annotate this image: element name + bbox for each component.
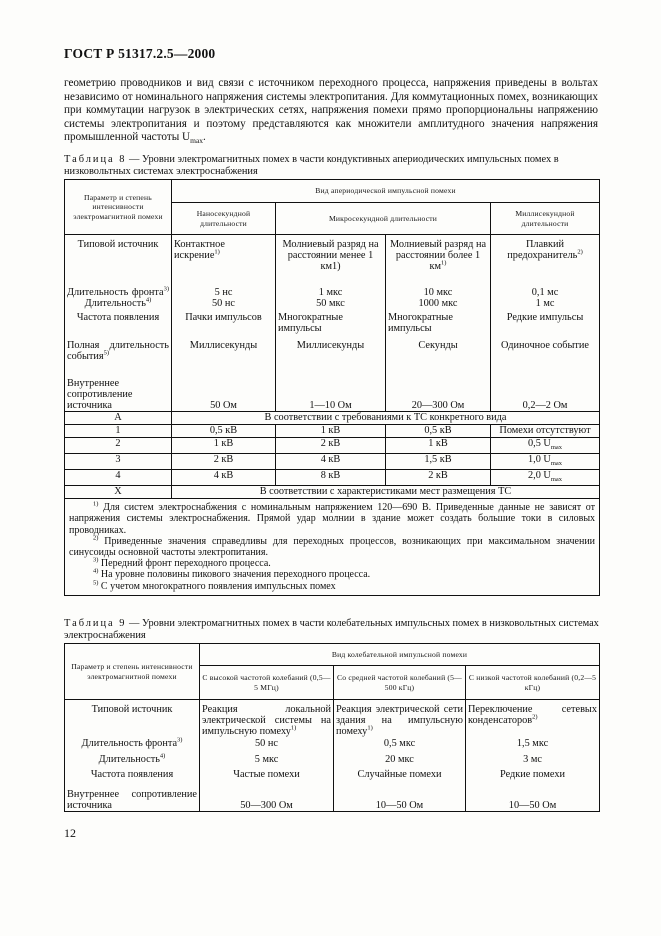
table-row [65, 784, 600, 812]
table8-row-label: Частота появления [65, 312, 172, 340]
standard-title: ГОСТ Р 51317.2.5—2000 [64, 46, 216, 61]
table-row [65, 340, 600, 376]
table-cell: 1 кВ [172, 438, 276, 454]
table8-row-label: Длительность фронта$^{3)}$ [65, 275, 172, 298]
table-cell: 2,0 $U_{max}$ [491, 470, 600, 486]
table-row [65, 376, 600, 412]
table-cell: 2 кВ [172, 454, 276, 470]
table8-micro-header: Микросекундной длительности [276, 203, 491, 235]
table8-notes [65, 499, 600, 596]
table8-caption [64, 154, 604, 178]
intro-subscript: max [190, 136, 204, 146]
table-cell: 50—300 Ом [200, 784, 334, 812]
table-cell: 20 мкс [334, 754, 466, 769]
table-cell: Молниевый разряд на расстоянии менее 1 км1) [276, 235, 386, 275]
intro-text: геометрию проводников и вид связи с источником переходного процесса, напряжения приведены в вольтах независимо от номинального напряжения системы электропитания. Для коммутационных помех, возникающих при коммутации нагрузок в электрических сетях, напряжения помехи прямо пропорциональны напряжению системы электропитания и поэтому представляются как множители амплитудного значения напряжения промышленной частоты U [64, 77, 598, 144]
table-cell: 2 кВ [276, 438, 386, 454]
table-cell: Многократные импульсы [386, 312, 491, 340]
table-row [65, 438, 600, 454]
level-label: X [65, 486, 172, 499]
table-row [65, 235, 600, 275]
table-row [65, 425, 600, 438]
table8-nano-header: Наносекундной длительности [172, 203, 276, 235]
table-cell: 50 мкс [276, 298, 386, 312]
table-cell: Редкие импульсы [491, 312, 600, 340]
table9-caption [64, 618, 604, 642]
table-cell: 0,5 кВ [172, 425, 276, 438]
table-cell: 2 кВ [386, 470, 491, 486]
table-cell: Пачки импульсов [172, 312, 276, 340]
table9-param-header: Параметр и степень интенсивности электромагнитной помехи [65, 644, 200, 700]
table-cell: 4 кВ [276, 454, 386, 470]
table-cell: Контактное искрение$^{1)}$ [172, 235, 276, 275]
table8-caption-label: Таблица 8 [64, 154, 127, 165]
footnote: $^{3)}$ Передний фронт переходного процесса. [93, 556, 271, 570]
table-cell: 0,5 мкс [334, 738, 466, 754]
table9-low-header: С низкой частотой колебаний (0,2—5 кГц) [466, 666, 600, 700]
table-row [65, 486, 600, 499]
table-cell: Миллисекунды [172, 340, 276, 376]
table-cell: 10 мкс [386, 275, 491, 298]
footnote: $^{2)}$ Приведенные значения справедливы для переходных процессов, возникающих при максимальном значении синусоиды основной частоты электропитания. [69, 534, 596, 558]
table-cell: 50 нс [172, 298, 276, 312]
intro-end: . [203, 131, 206, 144]
table-cell: 3 мс [466, 754, 600, 769]
table-cell: 50 нс [200, 738, 334, 754]
table-cell: Многократные импульсы [276, 312, 386, 340]
table8-row-label: Типовой источник [65, 235, 172, 275]
table8-milli-header: Миллисекундной длительности [491, 203, 600, 235]
table8-kind-header: Вид апериодической импульсной помехи [172, 180, 600, 203]
table9-kind-header: Вид колебательной импульсной помехи [200, 644, 600, 666]
table-cell: 5 мкс [200, 754, 334, 769]
table-cell: Одиночное событие [491, 340, 600, 376]
page-number: 12 [64, 826, 76, 840]
intro-paragraph [64, 77, 598, 148]
table-cell: Секунды [386, 340, 491, 376]
table-cell: Частые помехи [200, 769, 334, 784]
table-cell: 4 кВ [172, 470, 276, 486]
footnote: $^{5)}$ С учетом многократного появления импульсных помех [93, 579, 336, 592]
table9-caption-text: — Уровни электромагнитных помех в части колебательных импульсных помех в низковольтных системах электроснабжения [64, 618, 599, 641]
table8-row-label: Длительность$^{4)}$ [65, 298, 172, 312]
level-a-text: В соответствии с требованиями к ТС конкретного вида [172, 412, 600, 425]
level-label: A [65, 412, 172, 425]
table-row [65, 470, 600, 486]
table-cell: 1,0 $U_{max}$ [491, 454, 600, 470]
table-cell: 0,5 кВ [386, 425, 491, 438]
table9-row-label: Длительность фронта$^{3)}$ [65, 738, 200, 754]
level-label: 1 [65, 425, 172, 438]
table-cell: 5 нс [172, 275, 276, 298]
table8-row-label: Полная длительность события$^{5)}$ [65, 340, 172, 376]
table-cell: 1000 мкс [386, 298, 491, 312]
table-cell: 0,2—2 Ом [491, 376, 600, 412]
table8-row-label: Внутреннее сопротивление источника [65, 376, 172, 412]
table9-mid-header: Со средней частотой колебаний (5—500 кГц) [334, 666, 466, 700]
table-row [65, 700, 600, 738]
table-cell: Плавкий предохранитель$^{2)}$ [491, 235, 600, 275]
table-cell: 0,1 мс [491, 275, 600, 298]
table-cell: Миллисекунды [276, 340, 386, 376]
table-cell: 10—50 Ом [334, 784, 466, 812]
footnote: $^{4)}$ На уровне половины пикового значения переходного процесса. [93, 568, 371, 581]
table9-high-header: С высокой частотой колебаний (0,5—5 МГц) [200, 666, 334, 700]
table-cell: 1,5 мкс [466, 738, 600, 754]
table8 [64, 179, 600, 596]
table-cell: Реакция электрической сети здания на импульсную помеху$^{1)}$ [334, 700, 466, 738]
table9-row-label: Внутреннее сопротивление источника [65, 784, 200, 812]
table-row [65, 454, 600, 470]
table-cell: 1,5 кВ [386, 454, 491, 470]
table-row [65, 412, 600, 425]
table9-row-label: Типовой источник [65, 700, 200, 738]
table-cell: 1—10 Ом [276, 376, 386, 412]
table-cell: Реакция локальной электрической системы на импульсную помеху$^{1)}$ [200, 700, 334, 738]
table9-caption-label: Таблица 9 [64, 618, 127, 629]
footnote: $^{1)}$ Для систем электроснабжения с номинальным напряжением 120—690 В. Приведенные данные не зависят от напряжения системы электроснабжения. Прямой удар молнии в здание может создать большие токи в силовых проводниках. [69, 500, 596, 536]
level-x-text: В соответствии с характеристиками мест размещения ТС [172, 486, 600, 499]
table-cell: Помехи отсутствуют [491, 425, 600, 438]
table-cell: 20—300 Ом [386, 376, 491, 412]
table-row [65, 769, 600, 784]
table-cell: 0,5 $U_{max}$ [491, 438, 600, 454]
table-row [65, 312, 600, 340]
table-row [65, 275, 600, 298]
table8-caption-text: — Уровни электромагнитных помех в части кондуктивных апериодических импульсных помех в низковольтных системах электроснабжения [64, 154, 559, 177]
table9 [64, 643, 600, 812]
level-label: 2 [65, 438, 172, 454]
table9-row-label: Частота появления [65, 769, 200, 784]
table-row [65, 298, 600, 312]
table-cell: 1 кВ [386, 438, 491, 454]
table9-row-label: Длительность$^{4)}$ [65, 754, 200, 769]
table-row [65, 738, 600, 754]
table-cell: 1 мкс [276, 275, 386, 298]
level-label: 3 [65, 454, 172, 470]
table-cell: 10—50 Ом [466, 784, 600, 812]
table-cell: Случайные помехи [334, 769, 466, 784]
table-cell: 1 кВ [276, 425, 386, 438]
level-label: 4 [65, 470, 172, 486]
table-cell: Переключение сетевых конденсаторов$^{2)}$ [466, 700, 600, 738]
table-row [65, 754, 600, 769]
table-cell: 8 кВ [276, 470, 386, 486]
table-cell: 1 мс [491, 298, 600, 312]
table-cell: 50 Ом [172, 376, 276, 412]
table8-param-header: Параметр и степень интенсивности электромагнитной помехи [65, 180, 172, 235]
table-cell: Редкие помехи [466, 769, 600, 784]
table-cell: Молниевый разряд на расстоянии более 1 $км^{1)}$ [386, 235, 491, 275]
